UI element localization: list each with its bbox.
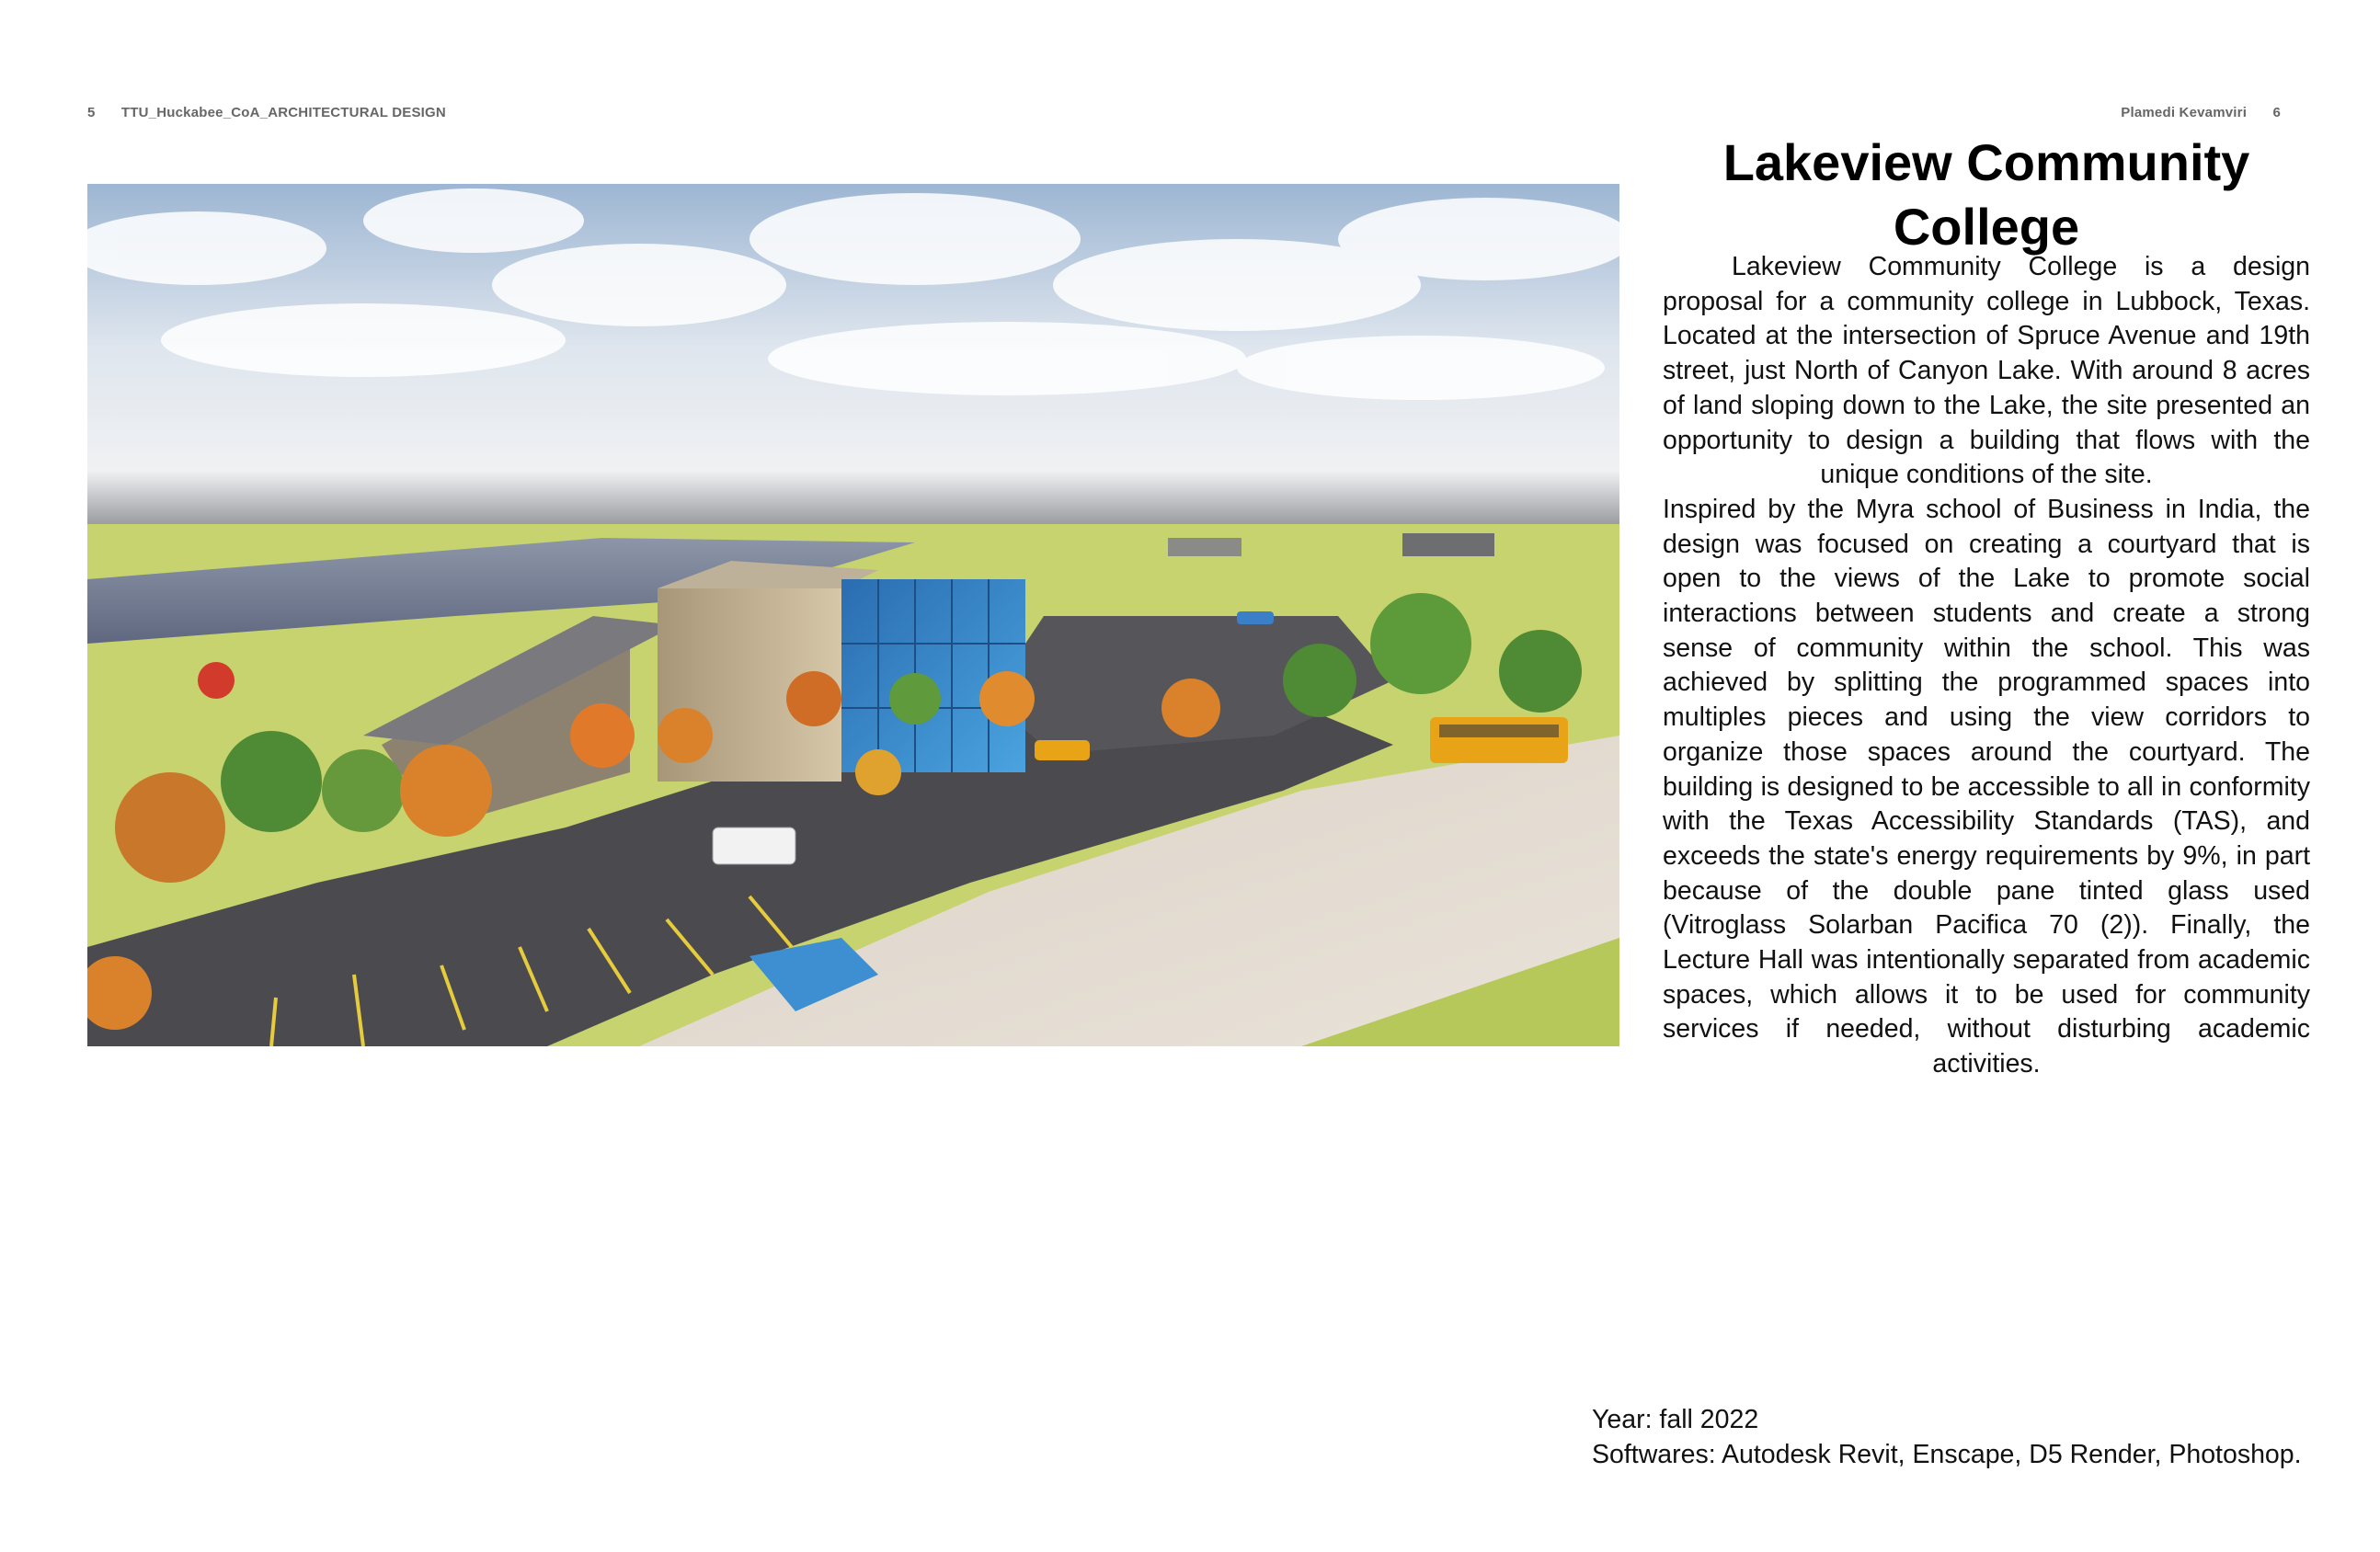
project-year: Year: fall 2022 <box>1592 1405 1759 1434</box>
project-softwares: Softwares: Autodesk Revit, Enscape, D5 Render, Photoshop. <box>1592 1440 2302 1469</box>
description-paragraph-1: Lakeview Community College is a design proposal for a community college in Lubbock, Texas. Located at the intersection of Spruce Avenue and 19th street, just North of Canyon Lake. With around 8 acres of land sloping down to the Lake, the site presented an opportunity to design a building that flows with the unique conditions of the site. <box>1663 252 2310 490</box>
aerial-rendering-image <box>87 184 1619 1046</box>
author-name: Plamedi Kevamviri <box>2121 105 2248 120</box>
project-footer <box>1592 1402 2302 1472</box>
left-header-title: TTU_Huckabee_CoA_ARCHITECTURAL DESIGN <box>120 105 446 120</box>
page-header-right <box>2121 105 2281 120</box>
description-paragraph-2: Inspired by the Myra school of Business in India, the design was focused on creating a courtyard that is open to the views of the Lake to promote social interactions between students and create a strong sense of community within the school. This was achieved by splitting the programmed spaces into multiples pieces and using the view corridors to organize those spaces around the courtyard. The building is designed to be accessible to all in conformity with the Texas Accessibility Standards (TAS), and exceeds the state's energy requirements by 9%, in part because of the double pane tinted glass used (Vitroglass Solarban Pacifica 70 (2)). Finally, the Lecture Hall was intentionally separated from academic spaces, which allows it to be used for community services if needed, without disturbing academic activities. <box>1663 494 2310 1079</box>
left-page-number: 5 <box>87 105 96 120</box>
project-description <box>1663 250 2310 1082</box>
right-page-number: 6 <box>2272 105 2281 120</box>
page-header-left <box>87 105 446 120</box>
project-title: Lakeview Community College <box>1722 133 2250 256</box>
